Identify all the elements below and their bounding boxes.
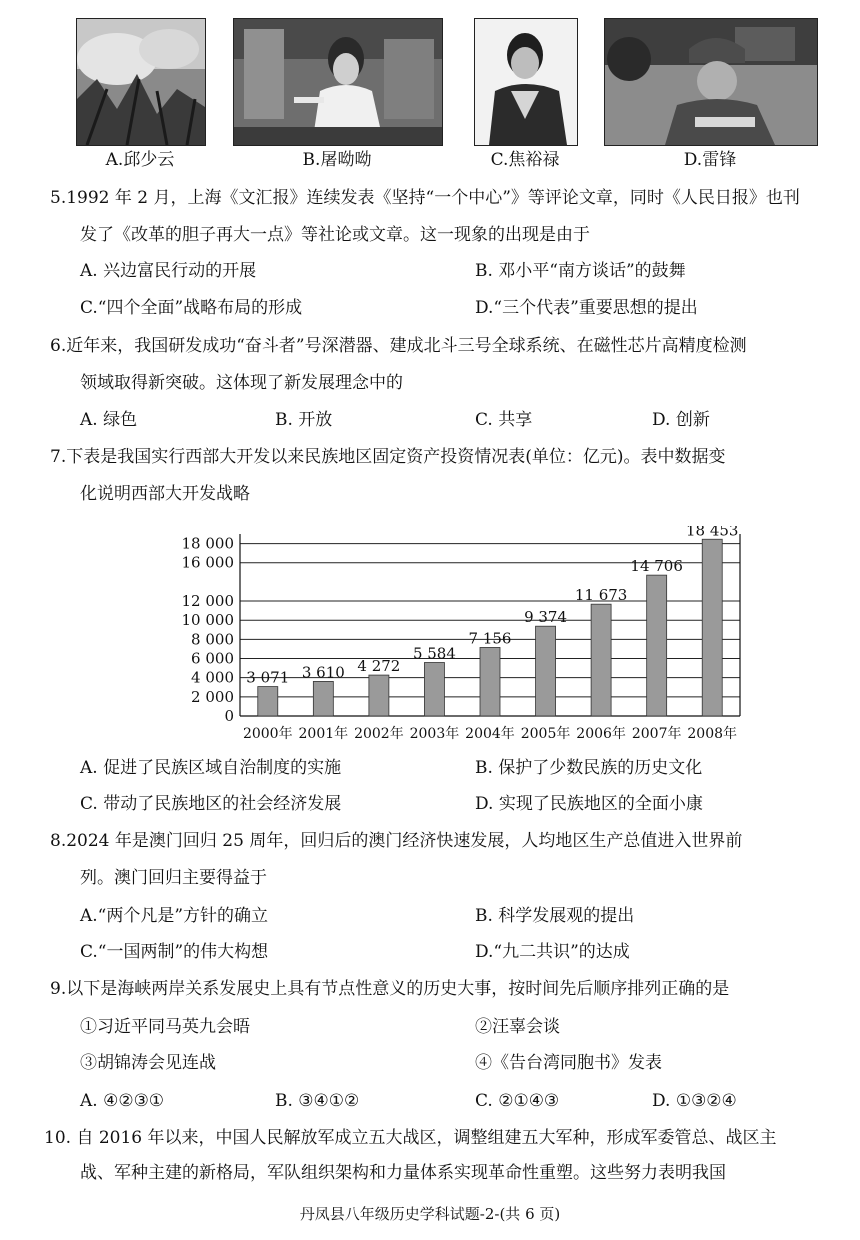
q8-option-a[interactable]: A.“两个凡是”方针的确立	[80, 906, 269, 926]
q6-option-a[interactable]: A. 绿色	[80, 410, 138, 430]
x-tick-label: 2008年	[687, 726, 738, 742]
q9-option-d[interactable]: D. ①③②④	[652, 1091, 737, 1111]
bar	[424, 663, 444, 716]
q7-stem-line1: 7.下表是我国实行西部大开发以来民族地区固定资产投资情况表(单位：亿元)。表中数据变	[50, 447, 726, 467]
y-tick-label: 0	[224, 707, 234, 725]
page-footer: 丹凤县八年级历史学科试题-2-(共 6 页)	[299, 1205, 561, 1223]
q9-option-b[interactable]: B. ③④①②	[275, 1091, 360, 1111]
bar-value-label: 7 156	[468, 629, 512, 648]
photo-jiao-yulu	[474, 18, 578, 146]
photo-label-a: A.邱少云	[105, 150, 175, 170]
bar	[369, 675, 389, 716]
x-tick-label: 2002年	[354, 726, 404, 742]
q8-stem-line2: 列。澳门回归主要得益于	[80, 868, 267, 888]
q9-event-3: ③胡锦涛会见连战	[80, 1053, 216, 1073]
photo-lei-feng	[604, 18, 818, 146]
bar-value-label: 18 453	[685, 526, 739, 540]
bar	[591, 604, 611, 716]
y-tick-label: 16 000	[181, 553, 234, 572]
bar-value-label: 3 610	[301, 663, 345, 682]
q6-option-c[interactable]: C. 共享	[475, 410, 533, 430]
bar-chart-svg	[170, 526, 750, 746]
photo-tu-youyou	[233, 18, 443, 146]
q7-option-a[interactable]: A. 促进了民族区域自治制度的实施	[80, 758, 342, 778]
bar-value-label: 11 673	[574, 586, 628, 605]
bar	[647, 575, 667, 716]
q10-stem-line1: 10. 自 2016 年以来，中国人民解放军成立五大战区，调整组建五大军种，形成军委管总、战区主	[44, 1128, 777, 1148]
x-tick-label: 2001年	[298, 726, 349, 742]
q9-stem-line1: 9.以下是海峡两岸关系发展史上具有节点性意义的历史大事，按时间先后顺序排列正确的是	[50, 979, 730, 999]
x-tick-label: 2000年	[242, 726, 293, 742]
q9-option-a[interactable]: A. ④②③①	[80, 1091, 165, 1111]
q8-option-d[interactable]: D.“九二共识”的达成	[475, 942, 630, 962]
lab-photo-image	[234, 19, 442, 145]
bar-value-label: 4 272	[357, 657, 401, 676]
q8-option-c[interactable]: C.“一国两制”的伟大构想	[80, 942, 269, 962]
q5-option-a[interactable]: A. 兴边富民行动的开展	[80, 261, 257, 281]
q7-option-d[interactable]: D. 实现了民族地区的全面小康	[475, 794, 703, 814]
bar	[536, 626, 556, 716]
q7-stem-line2: 化说明西部大开发战略	[80, 484, 250, 504]
q6-option-d[interactable]: D. 创新	[652, 410, 710, 430]
q9-option-c[interactable]: C. ②①④③	[475, 1091, 560, 1111]
investment-bar-chart	[170, 526, 750, 746]
q9-event-4: ④《告台湾同胞书》发表	[475, 1053, 662, 1073]
bar	[480, 647, 500, 716]
q7-option-c[interactable]: C. 带动了民族地区的社会经济发展	[80, 794, 342, 814]
x-tick-label: 2005年	[520, 726, 571, 742]
q5-option-d[interactable]: D.“三个代表”重要思想的提出	[475, 298, 698, 318]
x-tick-label: 2004年	[465, 726, 515, 742]
q5-stem-line1: 5.1992 年 2 月，上海《文汇报》连续发表《坚持“一个中心”》等评论文章，同时《人民日报》也刊	[50, 188, 800, 208]
y-tick-label: 8 000	[191, 630, 234, 649]
q8-option-b[interactable]: B. 科学发展观的提出	[475, 906, 635, 926]
q6-option-b[interactable]: B. 开放	[275, 410, 333, 430]
soldier-photo-image	[605, 19, 817, 145]
y-tick-label: 4 000	[191, 668, 234, 687]
photo-label-b: B.屠呦呦	[302, 150, 372, 170]
bar-value-label: 14 706	[630, 557, 683, 576]
q7-option-b[interactable]: B. 保护了少数民族的历史文化	[475, 758, 703, 778]
q6-stem-line1: 6.近年来，我国研发成功“奋斗者”号深潜器、建成北斗三号全球系统、在磁性芯片高精度检测	[50, 336, 747, 356]
photo-label-c: C.焦裕禄	[490, 150, 560, 170]
bar-value-label: 5 584	[412, 644, 456, 663]
y-tick-label: 6 000	[191, 649, 234, 668]
y-tick-label: 2 000	[191, 687, 234, 706]
q5-stem-line2: 发了《改革的胆子再大一点》等社论或文章。这一现象的出现是由于	[80, 225, 590, 245]
bar	[313, 681, 333, 716]
x-tick-label: 2006年	[576, 726, 626, 742]
bar	[258, 687, 278, 716]
bar-value-label: 3 071	[246, 668, 290, 687]
y-tick-label: 12 000	[181, 592, 234, 611]
y-tick-label: 10 000	[181, 611, 234, 630]
q6-stem-line2: 领域取得新突破。这体现了新发展理念中的	[80, 373, 403, 393]
y-tick-label: 18 000	[181, 534, 234, 553]
q5-option-c[interactable]: C.“四个全面”战略布局的形成	[80, 298, 303, 318]
portrait-photo-image	[475, 19, 577, 145]
bar	[702, 539, 722, 716]
q9-event-2: ②汪辜会谈	[475, 1017, 560, 1037]
photo-label-d: D.雷锋	[683, 150, 737, 170]
bar-value-label: 9 374	[524, 608, 568, 627]
x-tick-label: 2003年	[409, 726, 460, 742]
q8-stem-line1: 8.2024 年是澳门回归 25 周年，回归后的澳门经济快速发展，人均地区生产总值进入世界前	[50, 831, 743, 851]
photo-qiu-shaoyun	[76, 18, 206, 146]
q5-option-b[interactable]: B. 邓小平“南方谈话”的鼓舞	[475, 261, 686, 281]
q9-event-1: ①习近平同马英九会晤	[80, 1017, 250, 1037]
x-tick-label: 2007年	[631, 726, 682, 742]
q10-stem-line2: 战、军种主建的新格局，军队组织架构和力量体系实现革命性重塑。这些努力表明我国	[80, 1163, 726, 1183]
battlefield-photo-image	[77, 19, 205, 145]
